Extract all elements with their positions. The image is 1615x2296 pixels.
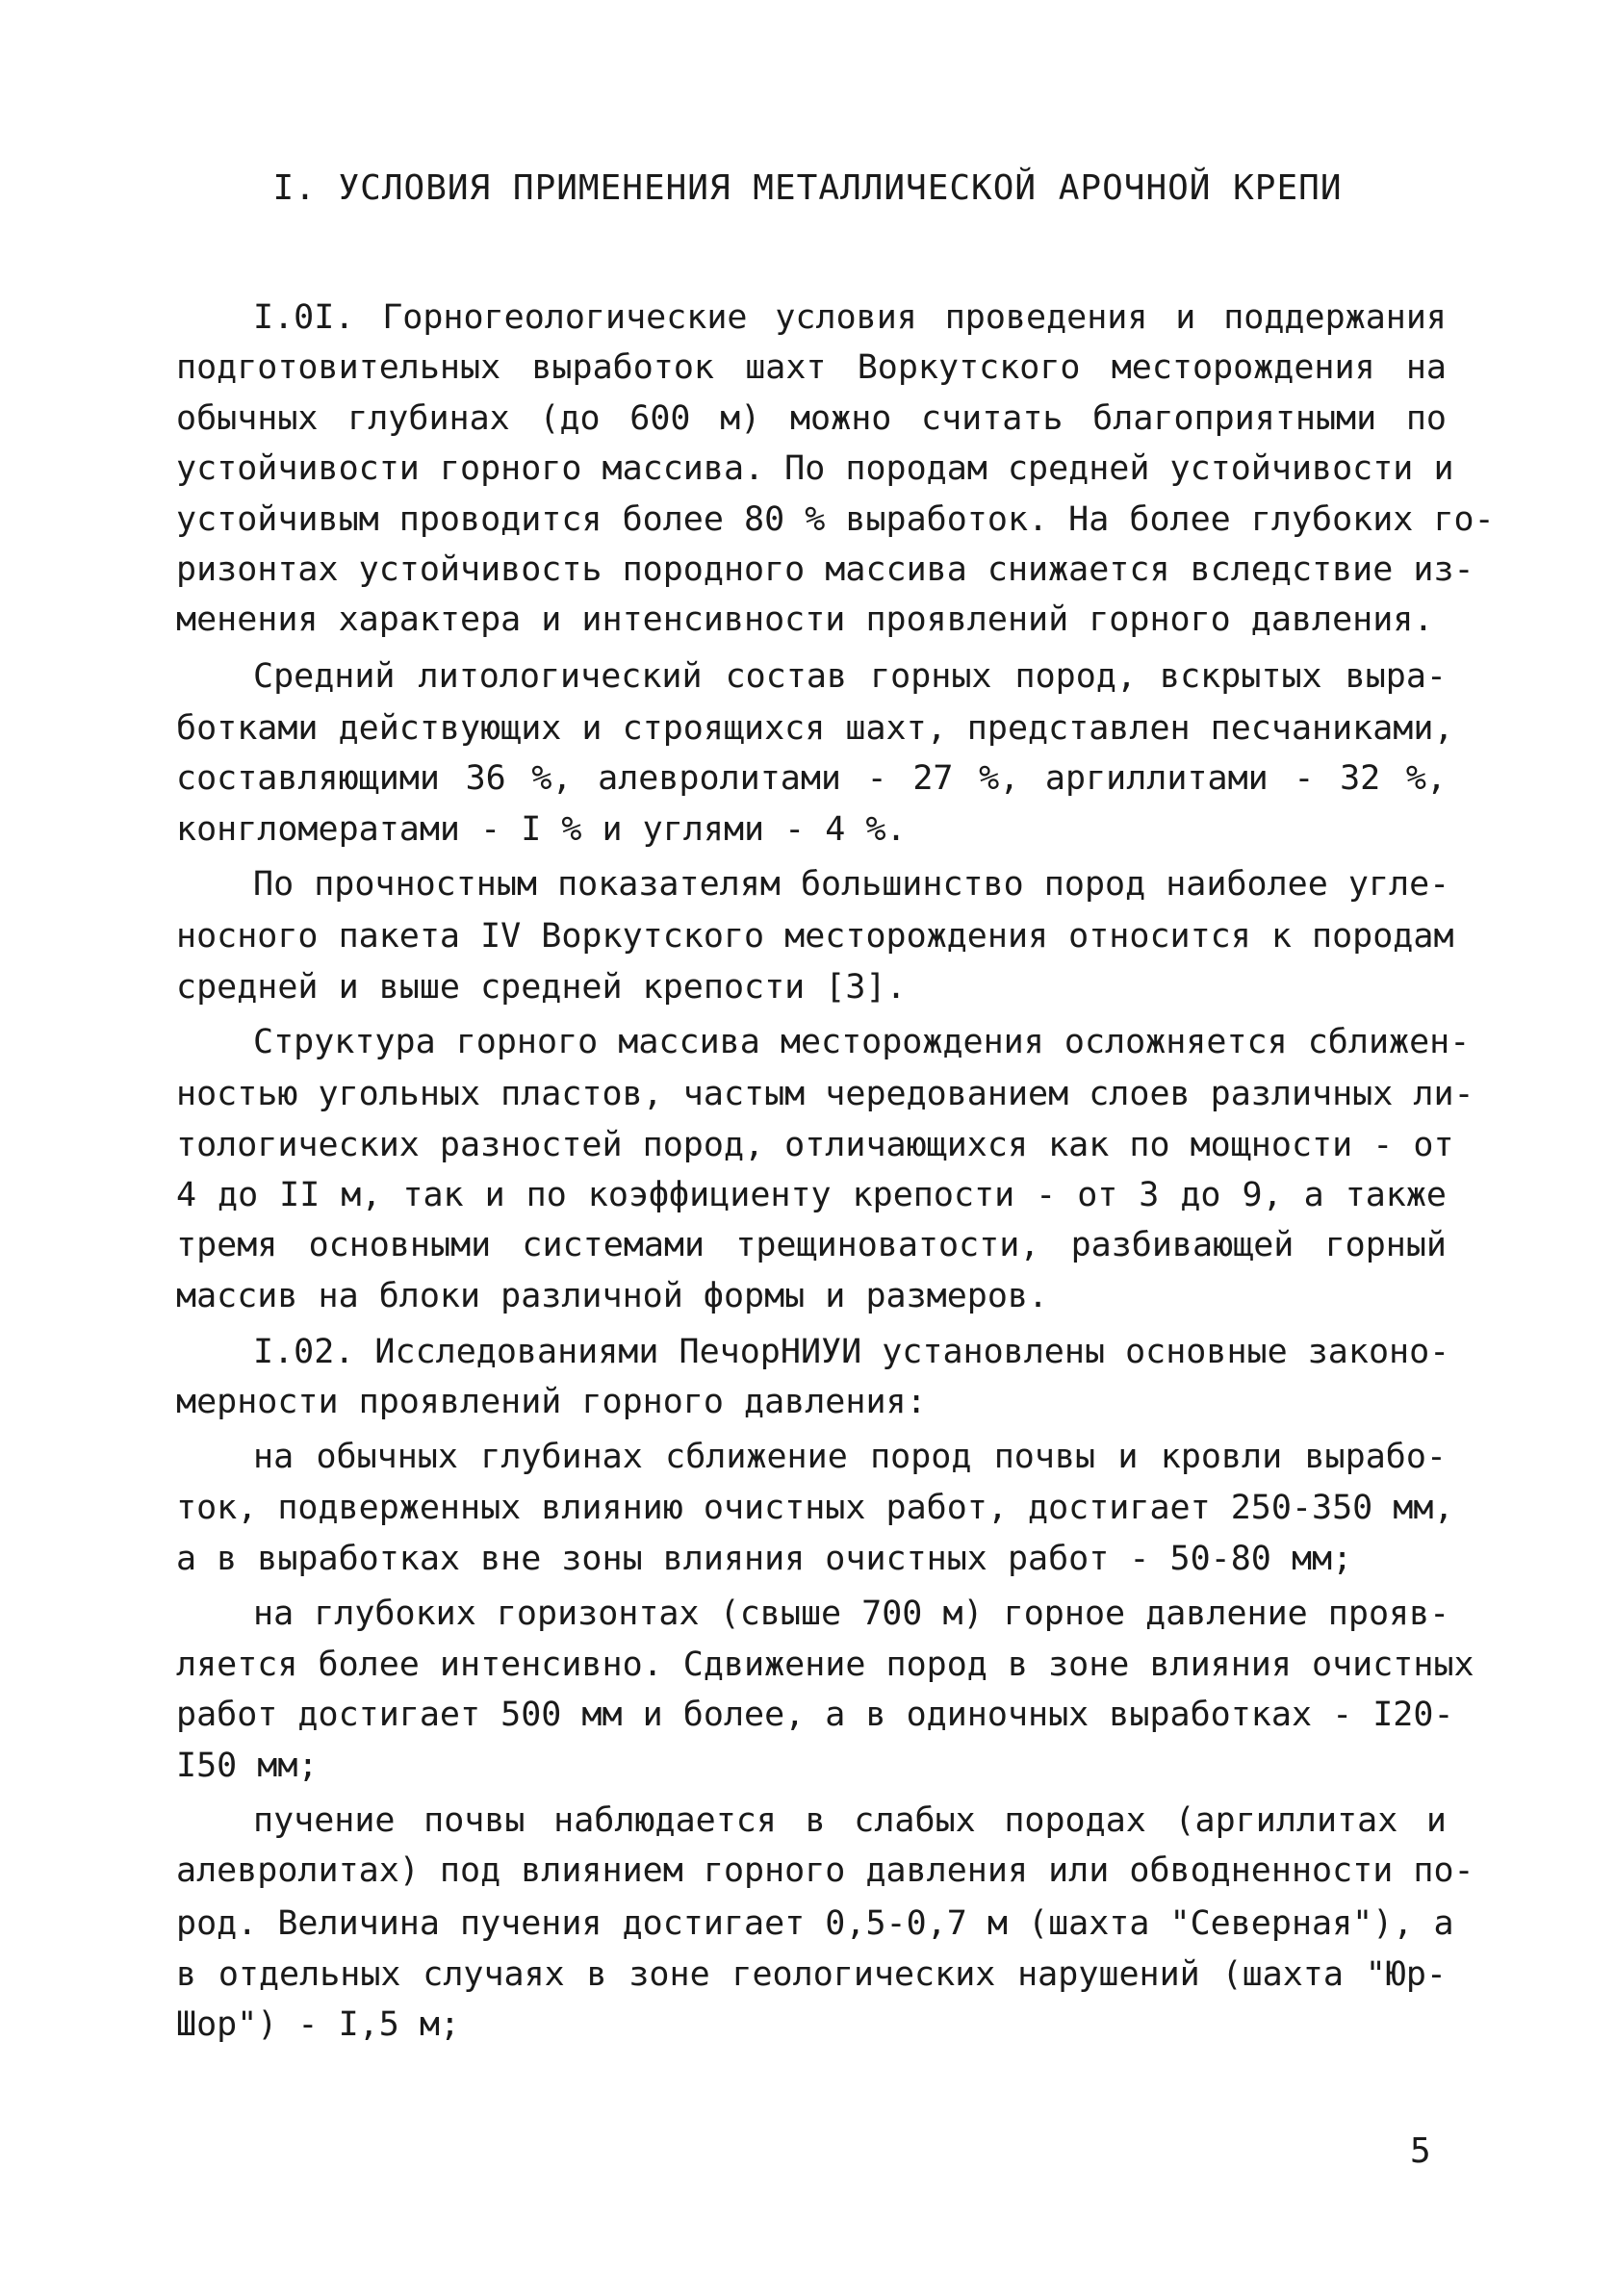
text-line: I.02. Исследованиями ПечорНИУИ установлены основные законо-	[253, 1333, 1450, 1371]
text-line: а в выработках вне зоны влияния очистных работ - 50-80 мм;	[176, 1540, 1353, 1578]
text-line: Шор") - I,5 м;	[176, 2005, 461, 2044]
text-line: тремя основными системами трещиноватости, разбивающей горный	[176, 1226, 1447, 1264]
text-line: обычных глубинах (до 600 м) можно считать благоприятными по	[176, 399, 1447, 438]
text-line: По прочностным показателям большинство пород наиболее угле-	[253, 865, 1450, 904]
text-line: алевролитах) под влиянием горного давления или обводненности по-	[176, 1851, 1474, 1890]
text-line: 4 до II м, так и по коэффициенту крепости - от 3 до 9, а также	[176, 1176, 1447, 1214]
text-line: Структура горного массива месторождения осложняется сближен-	[253, 1023, 1471, 1061]
text-line: I50 мм;	[176, 1747, 319, 1785]
text-line: устойчивым проводится более 80 % выработок. На более глубоких го-	[176, 500, 1495, 539]
text-line: составляющими 36 %, алевролитами - 27 %, аргиллитами - 32 %,	[176, 759, 1447, 798]
text-line: менения характера и интенсивности проявлений горного давления.	[176, 600, 1434, 639]
text-line: I.0I. Горногеологические условия проведения и поддержания	[253, 298, 1447, 337]
text-line: пучение почвы наблюдается в слабых породах (аргиллитах и	[253, 1801, 1447, 1840]
text-line: ностью угольных пластов, частым чередованием слоев различных ли-	[176, 1075, 1474, 1113]
text-line: устойчивости горного массива. По породам средней устойчивости и	[176, 449, 1454, 488]
text-line: мерности проявлений горного давления:	[176, 1383, 927, 1421]
text-line: средней и выше средней крепости [3].	[176, 968, 907, 1007]
text-line: ток, подверженных влиянию очистных работ, достигает 250-350 мм,	[176, 1489, 1454, 1527]
text-line: тологических разностей пород, отличающихся как по мощности - от	[176, 1126, 1454, 1164]
text-line: ботками действующих и строящихся шахт, представлен песчаниками,	[176, 709, 1454, 748]
text-line: Средний литологический состав горных пород, вскрытых выра-	[253, 657, 1447, 696]
text-line: в отдельных случаях в зоне геологических нарушений (шахта "Юр-	[176, 1955, 1447, 1994]
text-line: ризонтах устойчивость породного массива снижается вследствие из-	[176, 550, 1474, 589]
text-line: ляется более интенсивно. Сдвижение пород в зоне влияния очистных	[176, 1645, 1474, 1684]
text-line: носного пакета IV Воркутского месторождения относится к породам	[176, 917, 1454, 956]
text-line: род. Величина пучения достигает 0,5-0,7 м (шахта "Северная"), а	[176, 1904, 1454, 1943]
section-title: I. УСЛОВИЯ ПРИМЕНЕНИЯ МЕТАЛЛИЧЕСКОЙ АРОЧНОЙ КРЕПИ	[272, 168, 1343, 208]
text-line: на обычных глубинах сближение пород почвы и кровли вырабо-	[253, 1438, 1447, 1476]
text-line: на глубоких горизонтах (свыше 700 м) горное давление прояв-	[253, 1594, 1450, 1633]
text-line: работ достигает 500 мм и более, а в одиночных выработках - I20-	[176, 1696, 1454, 1734]
text-line: массив на блоки различной формы и размеров.	[176, 1277, 1049, 1315]
page-number: 5	[1410, 2131, 1431, 2171]
text-line: конгломератами - I % и углями - 4 %.	[176, 810, 907, 849]
text-line: подготовительных выработок шахт Воркутского месторождения на	[176, 348, 1447, 387]
